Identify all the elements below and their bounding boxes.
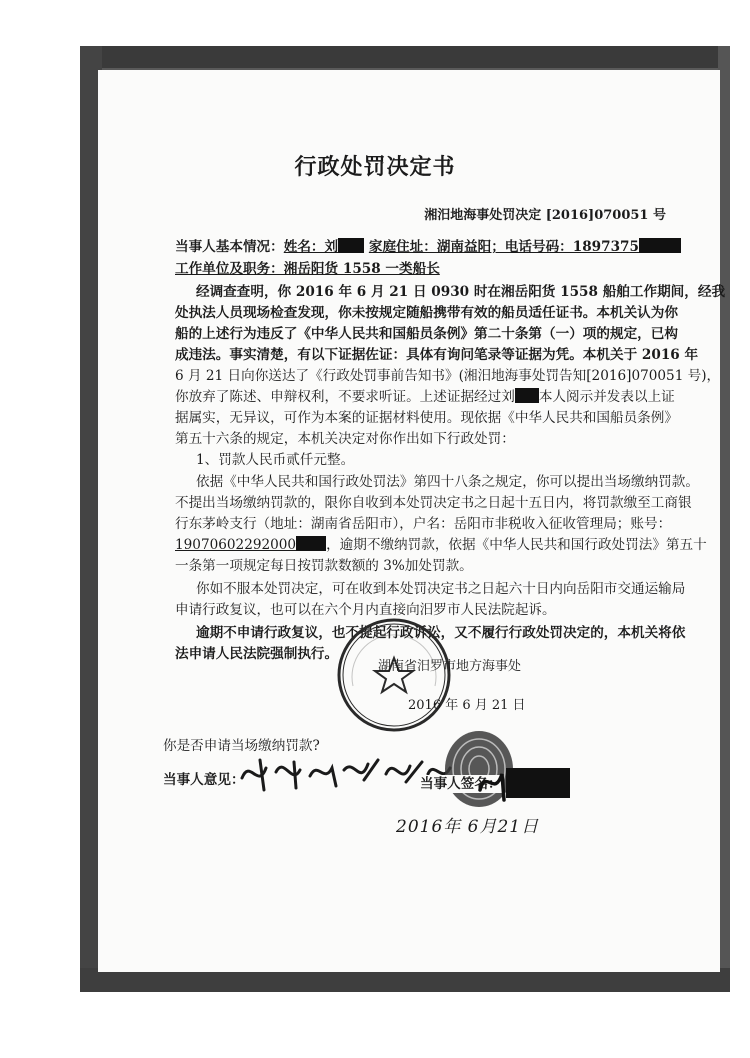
body-line-5: 6 月 21 日向你送达了《行政处罚事前告知书》(湘汨地海事处罚告知[2016]070051 号)， xyxy=(175,368,721,384)
party-home: 家庭住址：湖南益阳；电话号码：1897375 xyxy=(368,239,639,255)
issue-date: 2016 年 6 月 21 日 xyxy=(408,698,526,713)
party-name: 姓名：刘 xyxy=(283,239,339,255)
redaction-block xyxy=(515,388,539,403)
body-line-3: 船的上述行为违反了《中华人民共和国船员条例》第二十条第（一）项的规定，已构 xyxy=(175,326,678,342)
party-work: 工作单位及职务：湘岳阳货 1558 一类船长 xyxy=(175,261,440,277)
payment-line-5: 一条第一项规定每日按罚款数额的 3%加处罚款。 xyxy=(175,558,473,574)
signature-label: 当事人签名： xyxy=(420,776,502,792)
penalty-item: 1、罚款人民币贰仟元整。 xyxy=(196,452,355,468)
opinion-label: 当事人意见： xyxy=(163,772,245,788)
payment-question: 你是否申请当场缴纳罚款? xyxy=(163,738,320,754)
body-line-2: 处执法人员现场检查发现，你未按规定随船携带有效的船员适任证书。本机关认为你 xyxy=(175,305,678,321)
account-number: 19070602292000 xyxy=(175,537,297,553)
body-line-6 xyxy=(175,388,675,406)
document-title: 行政处罚决定书 xyxy=(294,154,456,180)
enforce-line-2: 法申请人民法院强制执行。 xyxy=(175,646,339,662)
enforce-line-1: 逾期不申请行政复议，也不提起行政诉讼，又不履行行政处罚决定的，本机关将依 xyxy=(196,625,686,641)
document-number: 湘汨地海事处罚决定 [2016]070051 号 xyxy=(424,208,666,223)
appeal-line-2: 申请行政复议，也可以在六个月内直接向汨罗市人民法院起诉。 xyxy=(175,602,556,618)
handwritten-signature-icon xyxy=(476,760,572,804)
party-work-line xyxy=(175,260,440,278)
payment-line-2: 不提出当场缴纳罚款的，限你自收到本处罚决定书之日起十五日内，将罚款缴至工商银 xyxy=(175,495,692,511)
redaction-block xyxy=(639,238,681,253)
payment-line-1: 依据《中华人民共和国行政处罚法》第四十八条之规定，你可以提出当场缴纳罚款。 xyxy=(196,474,699,490)
body-line-7: 据属实，无异议，可作为本案的证据材料使用。现依据《中华人民共和国船员条例》 xyxy=(175,410,678,426)
handwritten-date: 2016年 6月21日 xyxy=(396,817,540,837)
redaction-block xyxy=(296,536,326,551)
body-line-1: 经调查查明，你 2016 年 6 月 21 日 0930 时在湘岳阳货 1558 船舶工作期间，经我 xyxy=(196,284,726,300)
redaction-block xyxy=(338,238,364,253)
body-line-8: 第五十六条的规定，本机关决定对你作出如下行政处罚： xyxy=(175,431,515,447)
payment-line-3: 行东茅岭支行（地址：湖南省岳阳市），户名：岳阳市非税收入征收管理局；账号： xyxy=(175,516,672,532)
party-info-line xyxy=(175,238,681,256)
payment-line-4b: ，逾期不缴纳罚款，依据《中华人民共和国行政处罚法》第五十 xyxy=(326,537,707,553)
appeal-line-1: 你如不服本处罚决定，可在收到本处罚决定书之日起六十日内向岳阳市交通运输局 xyxy=(196,581,686,597)
body-line-6b: 本人阅示并发表以上证 xyxy=(538,389,675,405)
body-line-4: 成违法。事实清楚，有以下证据佐证：具体有询问笔录等证据为凭。本机关于 2016 年 xyxy=(175,347,699,363)
payment-line-4 xyxy=(175,536,707,554)
issuer-name: 湖南省汨罗市地方海事处 xyxy=(378,659,522,674)
body-line-6a: 你放弃了陈述、申辩权利，不要求听证。上述证据经过刘 xyxy=(175,389,515,405)
party-label: 当事人基本情况： xyxy=(175,239,284,255)
